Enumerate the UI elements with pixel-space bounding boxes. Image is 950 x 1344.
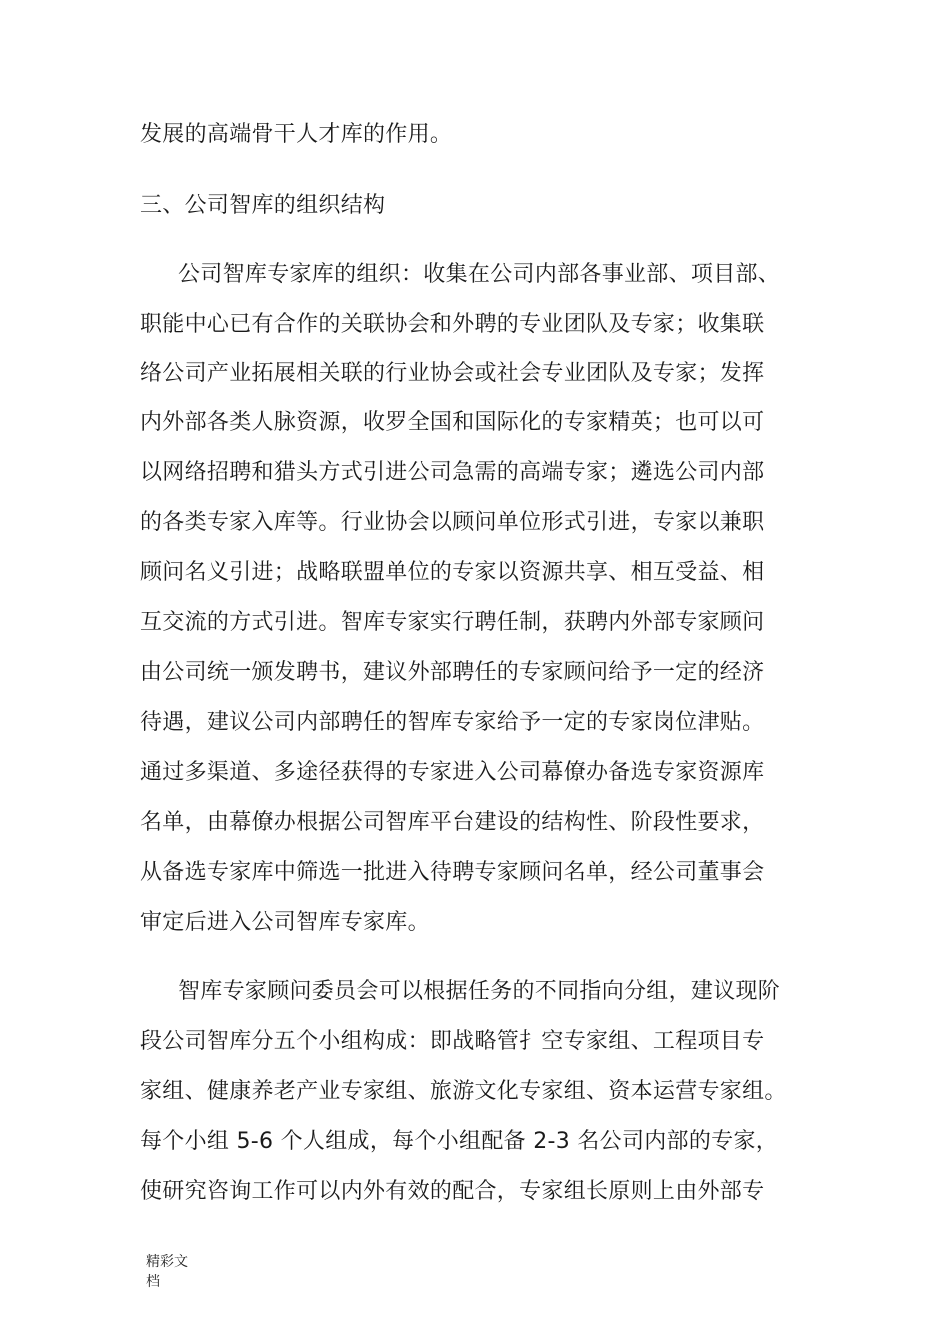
paragraph-line: 使研究咨询工作可以内外有效的配合，专家组长原则上由外部专	[140, 1179, 765, 1204]
paragraph-line: 段公司智库分五个小组构成：即战略管扌空专家组、工程项目专	[140, 1029, 765, 1054]
paragraph-line: 互交流的方式引进。智库专家实行聘任制，获聘内外部专家顾问	[140, 610, 765, 635]
paragraph-line: 的各类专家入库等。行业协会以顾问单位形式引进，专家以兼职	[140, 510, 765, 535]
paragraph-line: 从备选专家库中筛选一批进入待聘专家顾问名单，经公司董事会	[140, 860, 765, 885]
footer-line: 精彩文	[146, 1254, 188, 1270]
paragraph-line: 由公司统一颁发聘书，建议外部聘任的专家顾问给予一定的经济	[140, 660, 765, 685]
section-heading: 三、公司智库的组织结构	[140, 193, 386, 218]
paragraph-line: 以网络招聘和猎头方式引进公司急需的高端专家；遴选公司内部	[140, 460, 765, 485]
page-footer	[146, 1252, 188, 1292]
paragraph-line: 络公司产业拓展相关联的行业协会或社会专业团队及专家；发挥	[140, 361, 765, 386]
footer-line: 档	[146, 1274, 160, 1290]
paragraph-line: 智库专家顾问委员会可以根据任务的不同指向分组，建议现阶	[178, 979, 781, 1004]
paragraph-line: 内外部各类人脉资源，收罗全国和国际化的专家精英；也可以可	[140, 410, 765, 435]
paragraph-line: 职能中心已有合作的关联协会和外聘的专业团队及专家；收集联	[140, 312, 765, 337]
paragraph-line: 待遇，建议公司内部聘任的智库专家给予一定的专家岗位津贴。	[140, 710, 765, 735]
paragraph-line: 家组、健康养老产业专家组、旅游文化专家组、资本运营专家组。	[140, 1079, 787, 1104]
paragraph-line: 每个小组 5-6 个人组成，每个小组配备 2-3 名公司内部的专家，	[140, 1129, 779, 1154]
paragraph-line: 名单，由幕僚办根据公司智库平台建设的结构性、阶段性要求，	[140, 810, 765, 835]
paragraph-line: 审定后进入公司智库专家库。	[140, 910, 430, 935]
paragraph-line: 顾问名义引进；战略联盟单位的专家以资源共享、相互受益、相	[140, 560, 765, 585]
paragraph-line: 公司智库专家库的组织：收集在公司内部各事业部、项目部、	[178, 262, 781, 287]
intro-tail-line: 发展的高端骨干人才库的作用。	[140, 122, 453, 147]
paragraph-line: 通过多渠道、多途径获得的专家进入公司幕僚办备选专家资源库	[140, 760, 765, 785]
